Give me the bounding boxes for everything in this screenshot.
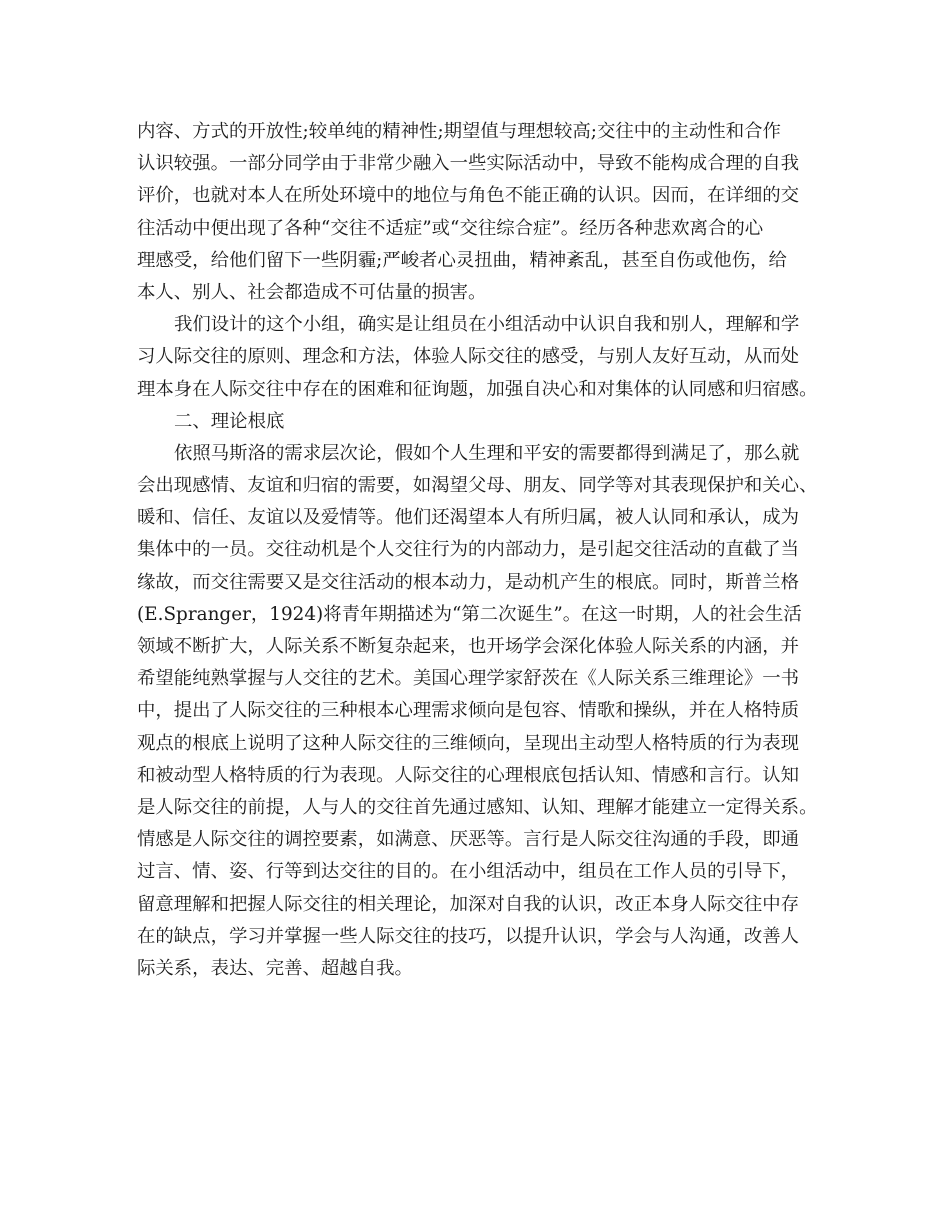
text-line: 二、理论根底 (174, 410, 285, 432)
text-line: (E.Spranger，1924)将青年期描述为“第二次诞生”。在这一时期，人的社会生活 (137, 603, 802, 625)
text-line: 缘故，而交往需要又是交往活动的根本动力，是动机产生的根底。同时，斯普兰格 (137, 571, 800, 593)
text-line: 中，提出了人际交往的三种根本心理需求倾向是包容、情歌和操纵，并在人格特质 (137, 700, 800, 722)
text-line: 往活动中便出现了各种“交往不适症”或“交往综合症”。经历各种悲欢离合的心 (137, 217, 764, 239)
text-line: 依照马斯洛的需求层次论，假如个人生理和平安的需要都得到满足了，那么就 (174, 442, 800, 464)
text-line: 过言、情、姿、行等到达交往的目的。在小组活动中，组员在工作人员的引导下， (137, 861, 800, 883)
text-line: 留意理解和把握人际交往的相关理论，加深对自我的认识，改正本身人际交往中存 (137, 893, 800, 915)
text-line: 际关系，表达、完善、超越自我。 (137, 957, 413, 979)
text-line: 是人际交往的前提，人与人的交往首先通过感知、认知、理解才能建立一定得关系。 (137, 796, 818, 818)
text-line: 本人、别人、社会都造成不可估量的损害。 (137, 281, 487, 303)
text-line: 理本身在人际交往中存在的困难和征询题，加强自决心和对集体的认同感和归宿感。 (137, 378, 818, 400)
text-line: 领域不断扩大，人际关系不断复杂起来，也开场学会深化体验人际关系的内涵，并 (137, 636, 800, 657)
text-line: 集体中的一员。交往动机是个人交往行为的内部动力，是引起交往活动的直截了当 (137, 539, 800, 561)
text-line: 我们设计的这个小组，确实是让组员在小组活动中认识自我和别人，理解和学 (174, 314, 800, 336)
paragraph-group-purpose (137, 309, 827, 406)
text-line: 观点的根底上说明了这种人际交往的三维倾向，呈现出主动型人格特质的行为表现 (137, 732, 800, 754)
text-line: 认识较强。一部分同学由于非常少融入一些实际活动中，导致不能构成合理的自我 (137, 153, 800, 175)
text-line: 理感受，给他们留下一些阴霾;严峻者心灵扭曲，精神紊乱，甚至自伤或他伤，给 (137, 249, 787, 271)
text-line: 情感是人际交往的调控要素，如满意、厌恶等。言行是人际交往沟通的手段，即通 (137, 829, 800, 851)
paragraph-intro-continued (137, 116, 827, 309)
text-line: 会出现感情、友谊和归宿的需要，如渴望父母、朋友、同学等对其表现保护和关心、 (137, 475, 818, 497)
document-body (137, 116, 827, 985)
text-line: 希望能纯熟掌握与人交往的艺术。美国心理学家舒茨在《人际关系三维理论》一书 (137, 668, 800, 690)
text-line: 评价，也就对本人在所处环境中的地位与角色不能正确的认识。因而，在详细的交 (137, 185, 800, 207)
text-line: 内容、方式的开放性;较单纯的精神性;期望值与理想较高;交往中的主动性和合作 (137, 121, 781, 142)
text-line: 习人际交往的原则、理念和方法，体验人际交往的感受，与别人友好互动，从而处 (137, 346, 800, 368)
text-line: 在的缺点，学习并掌握一些人际交往的技巧，以提升认识，学会与人沟通，改善人 (137, 925, 800, 947)
text-line: 和被动型人格特质的行为表现。人际交往的心理根底包括认知、情感和言行。认知 (137, 764, 800, 786)
paragraph-theory (137, 438, 827, 985)
section-heading-theory (137, 406, 827, 438)
text-line: 暖和、信任、友谊以及爱情等。他们还渴望本人有所归属，被人认同和承认，成为 (137, 507, 800, 529)
